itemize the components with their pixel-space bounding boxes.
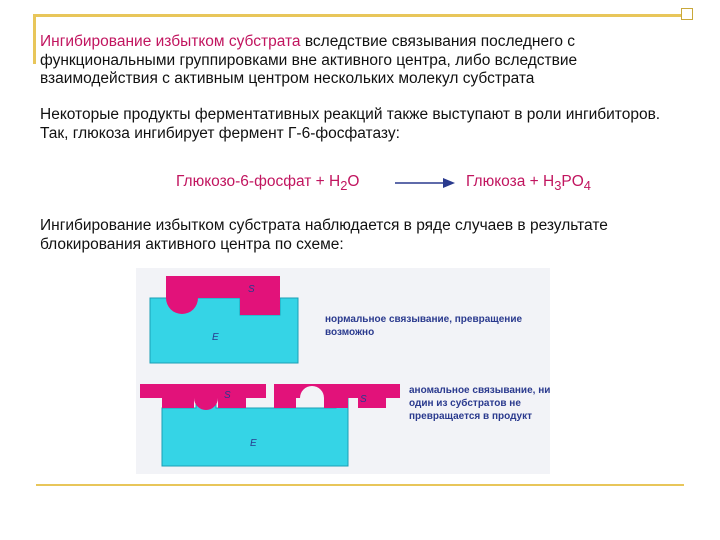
enzyme-label-normal: E (212, 332, 219, 343)
substrate-block-left (140, 384, 266, 410)
substrate-block-right (274, 384, 400, 408)
enzyme-label-anomalous: E (250, 438, 257, 449)
substrate-label-left: S (224, 390, 231, 401)
reaction-arrow-icon (393, 175, 457, 191)
slide-frame-left (33, 14, 36, 64)
enzyme-substrate-diagram (136, 268, 550, 474)
highlighted-term: Ингибирование избытком субстрата (40, 33, 301, 50)
paragraph-text: вследствие связывания последнего с функциональными группировками вне активного центра, либо вследствие взаимодействия с активным центром нескольких молекул субстрата (40, 33, 578, 87)
slide-frame-bottom (36, 484, 684, 486)
reaction-products: Глюкоза + $H_3PO_4$ (466, 173, 591, 194)
paragraph-product-inhibitors: Некоторые продукты ферментативных реакций также выступают в роли ингибиторов. Так, глюкоза ингибирует фермент Г-6-фосфатазу: (40, 106, 661, 142)
caption-anomalous-binding: аномальное связывание, ни один из субстратов не превращается в продукт (409, 385, 551, 422)
slide-frame-top (33, 14, 681, 17)
enzyme-block-anomalous (162, 398, 348, 466)
paragraph-active-site-blocking: Ингибирование избытком субстрата наблюдается в ряде случаев в результате блокирования активного центра по схеме: (40, 217, 608, 253)
reaction-equation (0, 173, 720, 195)
diagram-drawing (136, 268, 550, 474)
substrate-label-normal: S (248, 284, 255, 295)
reaction-reactants: Глюкозо-6-фосфат + $H_2O$ (176, 173, 360, 194)
caption-normal-binding: нормальное связывание, превращение возможно (325, 314, 523, 338)
slide-frame-corner (681, 8, 693, 20)
substrate-label-right: S (360, 394, 367, 405)
paragraph-substrate-inhibition (40, 33, 690, 89)
